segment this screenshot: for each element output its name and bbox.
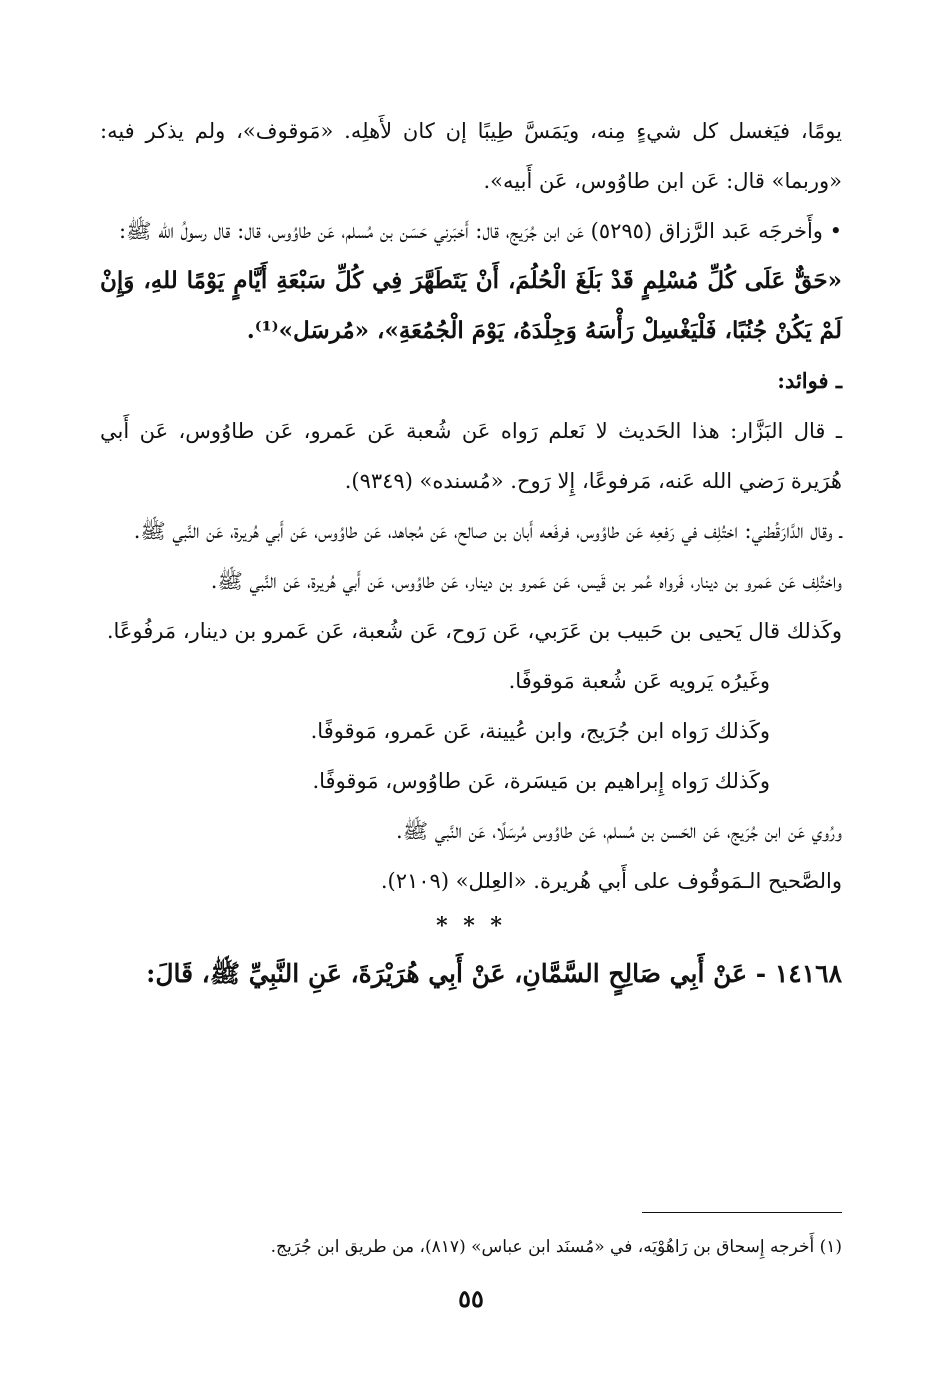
paragraph-mawquf-shuba: وغَيرُه يَرويه عَن شُعبة مَوقوفًا. <box>508 669 770 693</box>
hadith-quote: «حَقٌّ عَلَى كُلِّ مُسْلِمٍ قَدْ بَلَغَ الْحُلُمَ، أَنْ يَتَطَهَّرَ فِي كُلِّ سَبْعَةِ أَيَّامٍ يَوْمًا للهِ، وَإِنْ لَمْ يَكُنْ جُنُبًا، فَلْيَغْسِلْ رَأْسَهُ وَجِلْدَهُ، يَوْمَ الْجُمُعَةِ»، «مُرسَل»⁽¹⁾. <box>100 267 842 344</box>
paragraph-mursal: ورُوي عَن ابن جُرَيج، عَن الحَسن بن مُسلم، عَن طاوُوس مُرسَلًا، عَن النَّبي ﷺ. <box>396 819 842 843</box>
paragraph-sahih-mawquf: والصَّحيح الـمَوقُوف على أَبي هُريرة. «العِلل» (٢١٠٩). <box>380 869 842 893</box>
paragraph-bazzar: ـ قال البَزَّار: هذا الحَديث لا نَعلم رَواه عَن شُعبة عَن عَمرو، عَن طاوُوس، عَن أَبي هُرَيرة رَضي الله عَنه، مَرفوعًا، إِلا رَوح. «مُسنده» (٩٣٤٩). <box>100 419 842 493</box>
main-text <box>100 106 842 1002</box>
paragraph-amr-ibn-dinar: واختُلِف عَن عَمرو بن دينار، فَرواه عُمر بن قَيس، عَن عَمرو بن دينار، عَن طاوُوس، عَن أَبي هُريرة، عَن النَّبي ﷺ. <box>210 569 842 593</box>
footnote-rule <box>642 1212 842 1213</box>
fawaid-heading: ـ فوائد: <box>777 368 842 393</box>
paragraph-ibn-jurayj-uyayna: وكَذلك رَواه ابن جُرَيج، وابن عُيينة، عَن عَمرو، مَوقوفًا. <box>310 719 770 743</box>
paragraph-abdrazzaq-takhrij: • وأَخرجَه عَبد الرَّزاق (٥٢٩٥) عَن ابن جُرَيج، قال: أَخبَرني حَسَن بن مُسلم، عَن طاوُوس، قال: قال رسولُ الله ﷺ: <box>119 219 842 243</box>
footnote: (١) أَخرجه إِسحاق بن رَاهُوْيَه، في «مُسنَد ابن عباس» (٨١٧)، من طريق ابن جُرَيج. <box>270 1237 842 1257</box>
paragraph-continuation: يومًا، فيَغسل كل شيءٍ مِنه، ويَمَسَّ طِيبًا إن كان لأَهلِه. «مَوقوف»، ولم يذكر فيه: «وربما» قال: عَن ابن طاوُوس، عَن أَبيه». <box>100 119 842 193</box>
section-separator: * * * <box>436 913 506 939</box>
hadith-14168-heading: ١٤١٦٨ - عَنْ أَبِي صَالِحٍ السَّمَّانِ، عَنْ أَبِي هُرَيْرَةَ، عَنِ النَّبِيِّ ﷺ، قَالَ: <box>146 959 842 988</box>
paragraph-yahya-ibn-habib: وكَذلك قال يَحيى بن حَبيب بن عَرَبي، عَن رَوح، عَن شُعبة، عَن عَمرو بن دينار، مَرفُوعًا. <box>106 619 842 643</box>
paragraph-daraqutni: ـ وقال الدَّارَقُطني: اختُلِف في رَفعِه عَن طاوُوس، فرفَعه أَبان بن صالح، عَن مُجاهد، عَن طاوُوس، عَن أَبي هُريرة، عَن النَّبي ﷺ. <box>133 519 842 543</box>
page-number: ٥٥ <box>458 1284 484 1313</box>
paragraph-ibrahim-maysara: وكَذلك رَواه إِبراهيم بن مَيسَرة، عَن طاوُوس، مَوقوفًا. <box>312 769 770 793</box>
